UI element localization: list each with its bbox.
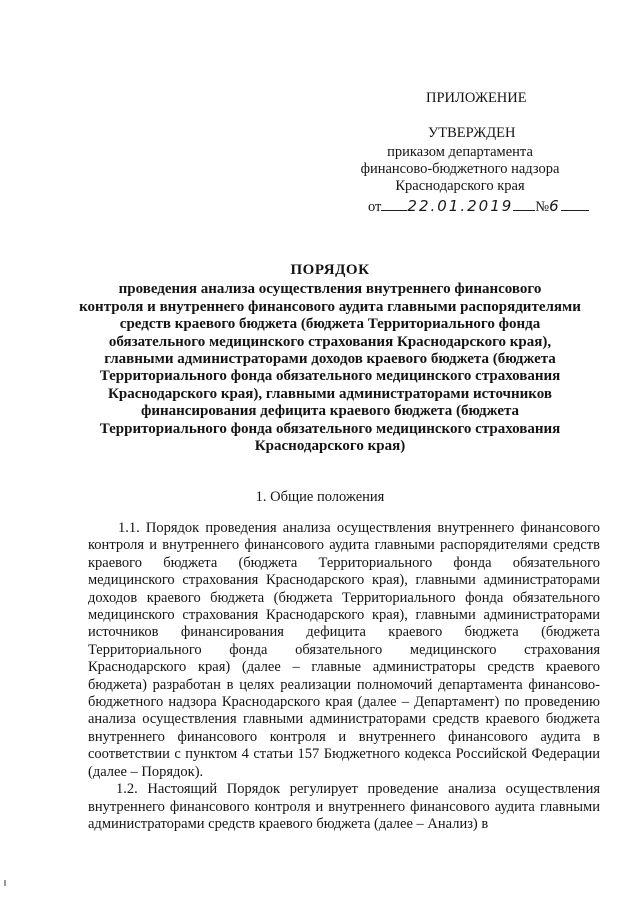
handwritten-number: 6 xyxy=(549,197,561,215)
title-line: финансирования дефицита краевого бюджета (бюджета xyxy=(140,403,520,420)
date-underline xyxy=(513,196,535,211)
approval-date-row xyxy=(368,196,589,216)
date-prefix: от xyxy=(368,199,382,215)
number-prefix: № xyxy=(535,199,550,215)
title-line: Краснодарского края) xyxy=(254,438,406,455)
title-line: Территориального фонда обязательного медицинского страхования xyxy=(99,420,561,437)
paragraph: 1.1. Порядок проведения анализа осуществления внутреннего финансового контроля и внутреннего финансового аудита главными распорядителями средств краевого бюджета (бюджета Территориального фонда обязательного медицинского страхования Краснодарского края), главными администраторами доходов краевого бюджета (бюджета Территориального фонда обязательного медицинского страхования Краснодарского края), главными администраторами источников финансирования дефицита краевого бюджета (бюджета Территориального фонда обязательного медицинского страхования Краснодарского края) (далее – главные администраторы средств краевого бюджета) разработан в целях реализации полномочий департамента финансово-бюджетного надзора Краснодарского края (далее – Департамент) по проведению анализа осуществления главными администраторами средств краевого бюджета внутреннего финансового контроля и внутреннего финансового аудита в соответствии с пунктом 4 статьи 157 Бюджетного кодекса Российской Федерации (далее – Порядок). xyxy=(88,520,600,780)
number-underline xyxy=(561,196,589,211)
handwritten-date: 22.01.2019 xyxy=(407,197,514,215)
approval-order-line: финансово-бюджетного надзора xyxy=(360,161,560,177)
title-line: проведения анализа осуществления внутреннего финансового xyxy=(118,281,542,298)
appendix-label: ПРИЛОЖЕНИЕ xyxy=(426,90,527,106)
body-text xyxy=(88,520,600,833)
title-line: средств краевого бюджета (бюджета Территориального фонда xyxy=(119,316,541,333)
approval-order-line: Краснодарского края xyxy=(395,178,525,194)
title-main: ПОРЯДОК xyxy=(290,262,370,278)
title-line: обязательного медицинского страхования Краснодарского края), xyxy=(108,333,552,350)
document-title xyxy=(60,262,600,455)
paragraph: 1.2. Настоящий Порядок регулирует проведение анализа осуществления внутреннего финансового контроля и внутреннего финансового аудита главными администраторами средств краевого бюджета (далее – Анализ) в xyxy=(88,781,600,832)
title-line: главными администраторами доходов краевого бюджета (бюджета xyxy=(104,351,556,368)
date-underline xyxy=(381,196,407,211)
title-line: Территориального фонда обязательного медицинского страхования xyxy=(99,368,561,385)
scan-margin-mark xyxy=(4,880,6,886)
approval-order-text xyxy=(330,144,590,195)
approval-order-line: приказом департамента xyxy=(387,144,533,160)
title-line: Краснодарского края), главными администраторами источников xyxy=(108,385,552,402)
approved-label: УТВЕРЖДЕН xyxy=(428,125,516,141)
title-line: контроля и внутреннего финансового аудита главными распорядителями xyxy=(79,298,581,315)
section-heading: 1. Общие положения xyxy=(255,489,385,505)
